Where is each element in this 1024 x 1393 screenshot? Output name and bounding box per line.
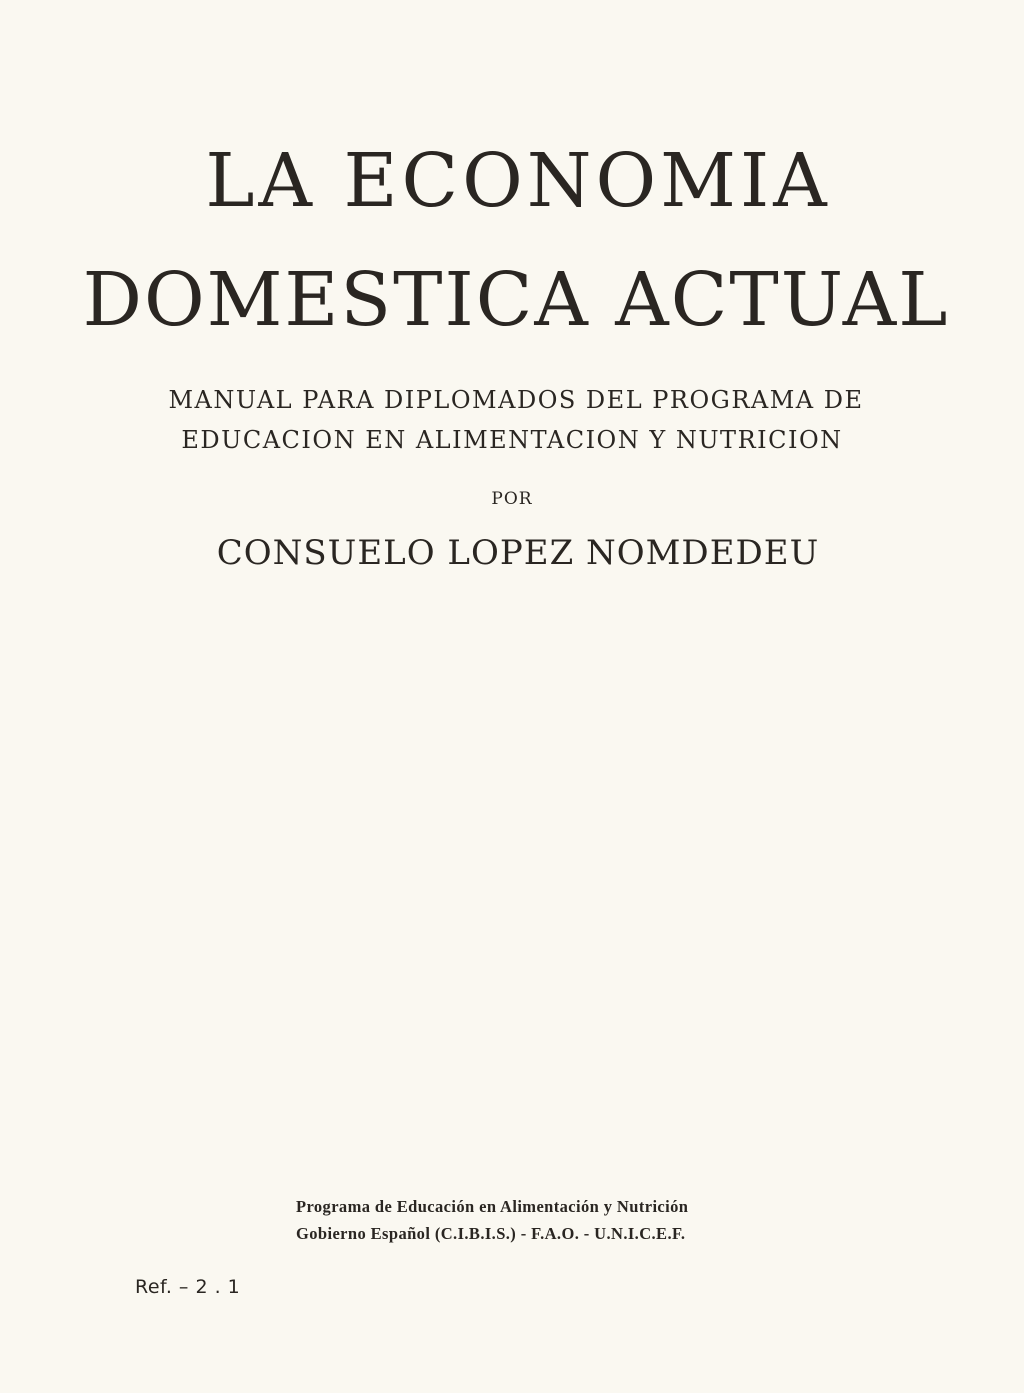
publisher-line-1: Programa de Educación en Alimentación y Nutrición <box>296 1197 689 1216</box>
author-name: CONSUELO LOPEZ NOMDEDEU <box>216 533 820 573</box>
subtitle-line-2: EDUCACION EN ALIMENTACION Y NUTRICION <box>181 426 843 454</box>
book-title-line-2: DOMESTICA ACTUAL <box>82 257 950 343</box>
subtitle-line-1: MANUAL PARA DIPLOMADOS DEL PROGRAMA DE <box>168 386 864 414</box>
by-label: POR <box>491 489 533 509</box>
reference-code: Ref. – 2 . 1 <box>135 1276 241 1298</box>
publisher-line-2: Gobierno Español (C.I.B.I.S.) - F.A.O. - U.N.I.C.E.F. <box>296 1224 686 1243</box>
book-title-line-1: LA ECONOMIA <box>205 138 831 224</box>
